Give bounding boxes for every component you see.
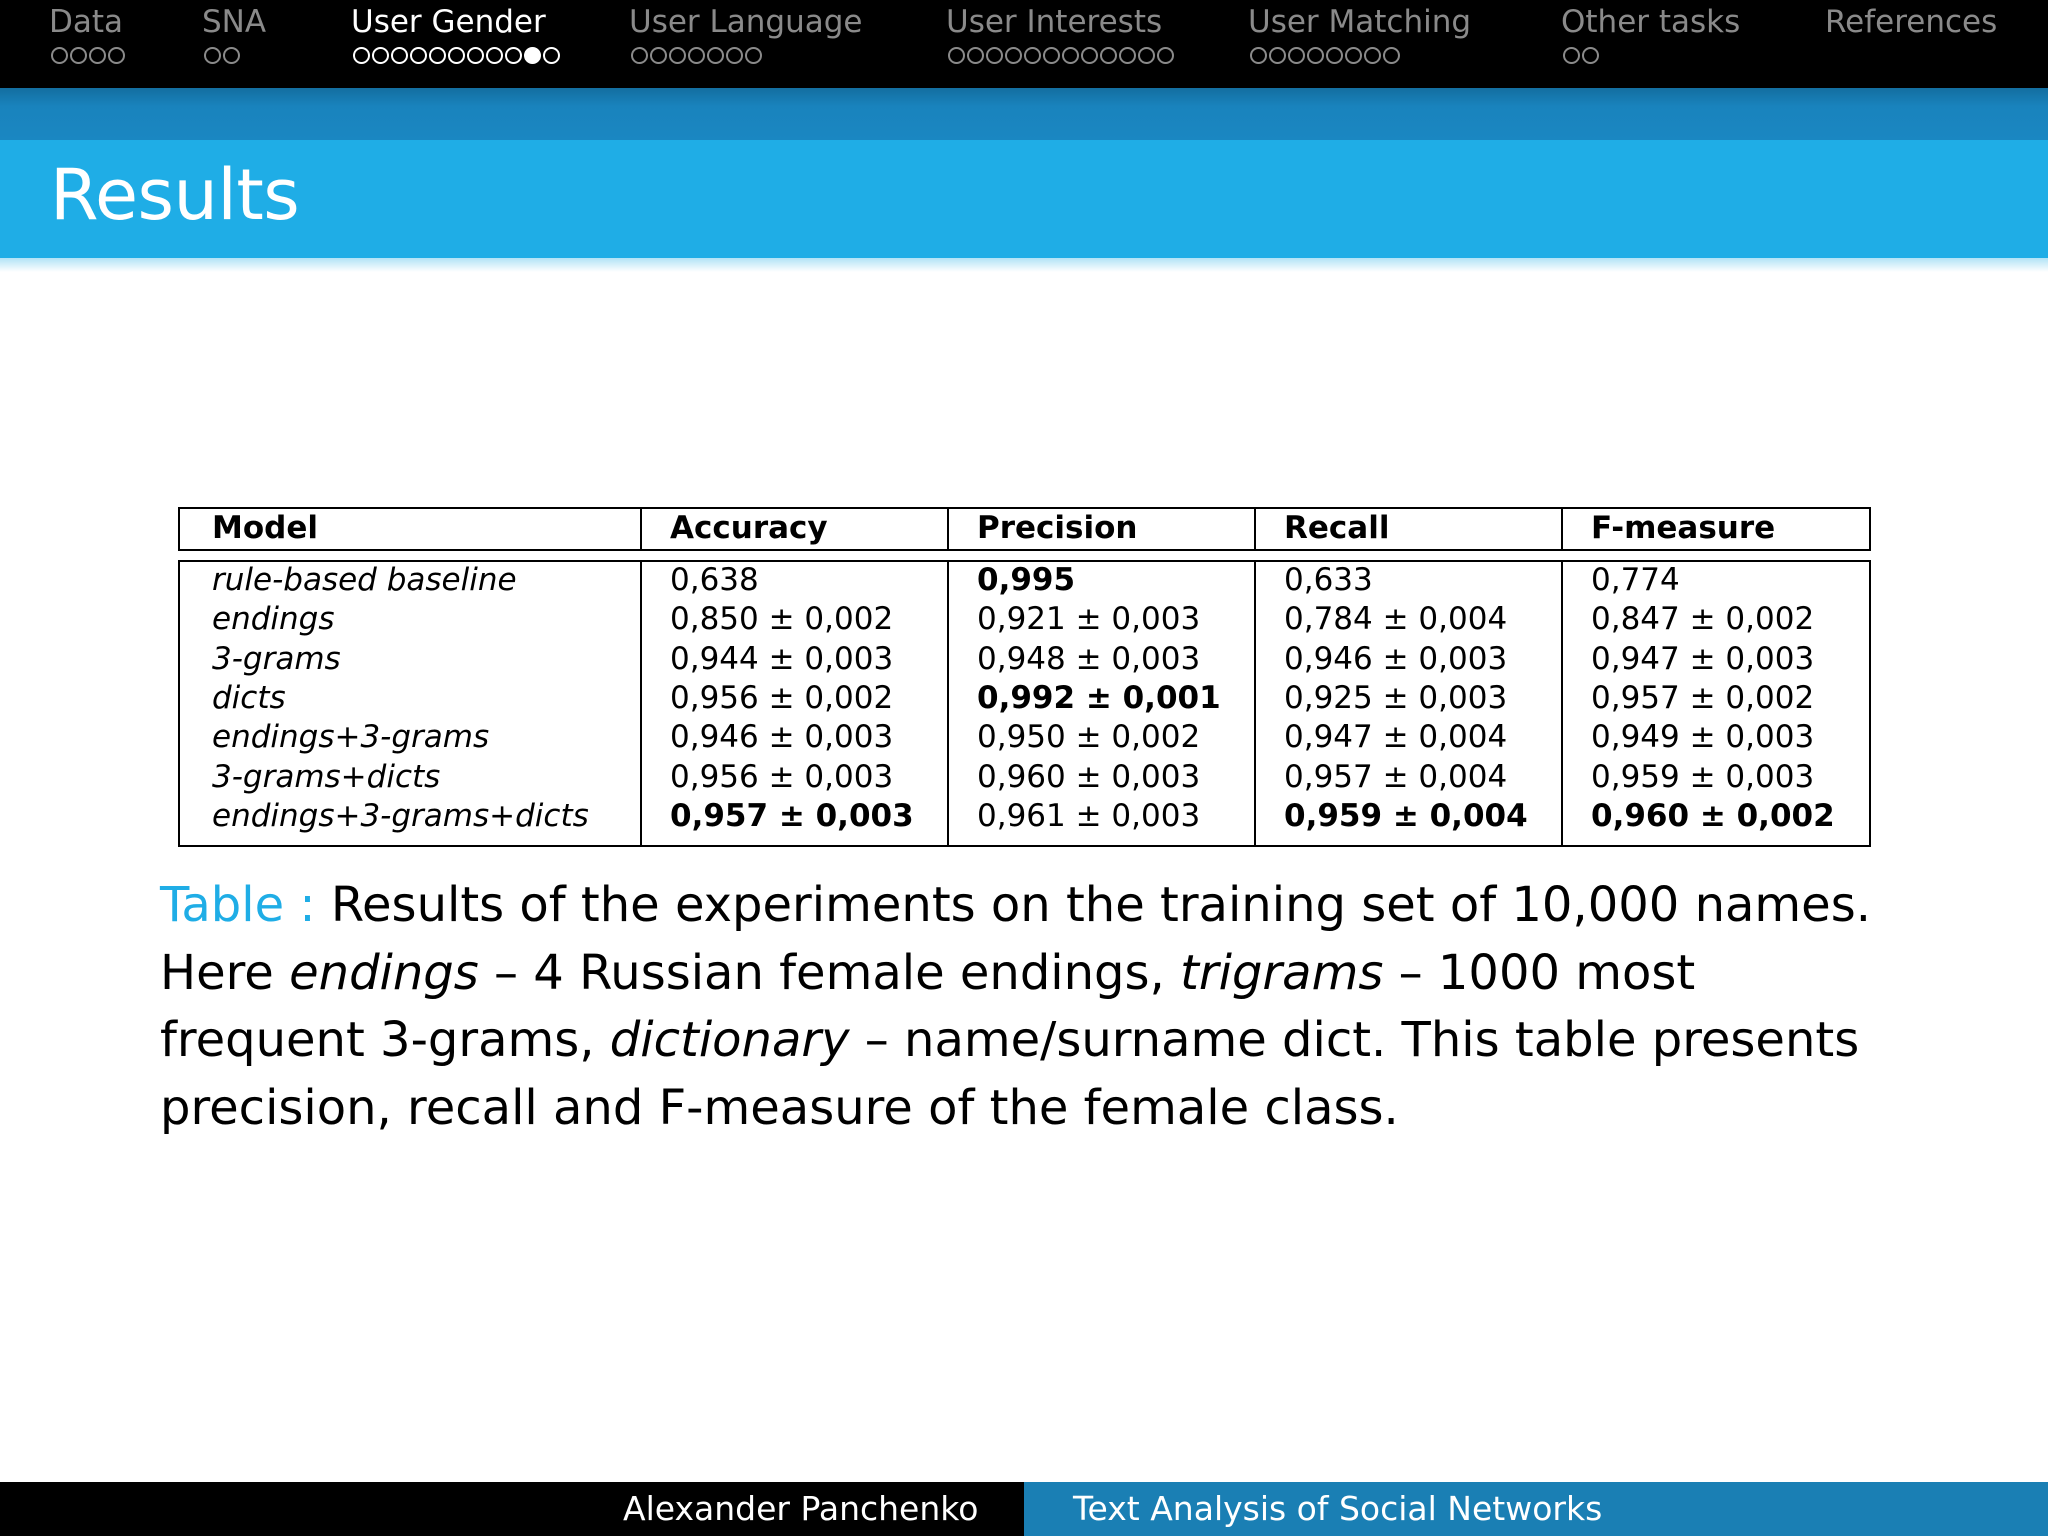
nav-section-other-tasks[interactable] xyxy=(1561,2,1740,68)
nav-frame-dot[interactable] xyxy=(1024,47,1041,64)
navigation-bar xyxy=(0,0,2048,88)
nav-section-title[interactable]: User Language xyxy=(629,4,863,40)
metric-value-cell: 0,957 ± 0,003 xyxy=(670,797,914,834)
nav-section-title[interactable]: SNA xyxy=(202,4,267,40)
nav-section-title[interactable]: User Interests xyxy=(946,4,1163,40)
metric-value-cell: 0,921 ± 0,003 xyxy=(977,601,1201,638)
column-divider xyxy=(1254,507,1256,551)
frame-title: Results xyxy=(50,154,300,236)
nav-frame-dot[interactable] xyxy=(650,47,667,64)
metric-value-cell: 0,847 ± 0,002 xyxy=(1591,601,1815,638)
model-name-cell: 3-grams+dicts xyxy=(212,758,441,795)
nav-frame-dot[interactable] xyxy=(726,47,743,64)
nav-dots xyxy=(1825,42,1997,68)
footer-talk-title: Text Analysis of Social Networks xyxy=(1073,1489,1603,1528)
title-band-shadow xyxy=(0,258,2048,272)
nav-frame-dot[interactable] xyxy=(1157,47,1174,64)
metric-value-cell: 0,957 ± 0,002 xyxy=(1591,679,1815,716)
table-header-cell: Accuracy xyxy=(670,510,828,546)
nav-frame-dot[interactable] xyxy=(89,47,106,64)
caption-term: endings xyxy=(289,944,479,1001)
metric-value-cell: 0,956 ± 0,003 xyxy=(670,758,894,795)
metric-value-cell: 0,960 ± 0,003 xyxy=(977,758,1201,795)
model-name-cell: 3-grams xyxy=(212,640,341,677)
nav-frame-dot[interactable] xyxy=(410,47,427,64)
title-band xyxy=(0,140,2048,258)
metric-value-cell: 0,944 ± 0,003 xyxy=(670,640,894,677)
nav-frame-dot[interactable] xyxy=(1250,47,1267,64)
metric-value-cell: 0,956 ± 0,002 xyxy=(670,679,894,716)
nav-frame-dot[interactable] xyxy=(51,47,68,64)
nav-dots xyxy=(202,42,266,68)
nav-dots xyxy=(629,42,863,68)
caption-text: – name/surname dict. This table presents precision, recall and F-measure of the female class. xyxy=(160,1012,1860,1136)
nav-frame-dot[interactable] xyxy=(967,47,984,64)
metric-value-cell: 0,947 ± 0,004 xyxy=(1284,719,1508,756)
table-caption xyxy=(160,872,1900,1142)
nav-dots xyxy=(351,42,562,68)
metric-value-cell: 0,784 ± 0,004 xyxy=(1284,601,1508,638)
column-divider xyxy=(1561,560,1563,847)
metric-value-cell: 0,946 ± 0,003 xyxy=(1284,640,1508,677)
nav-frame-dot[interactable] xyxy=(1307,47,1324,64)
nav-frame-dot[interactable] xyxy=(108,47,125,64)
nav-frame-dot[interactable] xyxy=(391,47,408,64)
nav-frame-dot[interactable] xyxy=(467,47,484,64)
metric-value-cell: 0,992 ± 0,001 xyxy=(977,679,1221,716)
model-name-cell: endings+3-grams xyxy=(212,719,490,756)
column-divider xyxy=(947,560,949,847)
nav-frame-dot[interactable] xyxy=(1345,47,1362,64)
nav-section-title[interactable]: Data xyxy=(49,4,124,40)
metric-value-cell: 0,946 ± 0,003 xyxy=(670,719,894,756)
nav-frame-dot[interactable] xyxy=(688,47,705,64)
nav-frame-dot[interactable] xyxy=(1326,47,1343,64)
table-header-cell: Precision xyxy=(977,510,1138,546)
nav-frame-dot[interactable] xyxy=(745,47,762,64)
metric-value-cell: 0,949 ± 0,003 xyxy=(1591,719,1815,756)
nav-frame-dot[interactable] xyxy=(1100,47,1117,64)
nav-frame-dot[interactable] xyxy=(1582,47,1599,64)
nav-section-user-language[interactable] xyxy=(629,2,863,68)
nav-frame-dot[interactable] xyxy=(669,47,686,64)
nav-frame-dot[interactable] xyxy=(448,47,465,64)
nav-section-title[interactable]: References xyxy=(1825,4,1998,40)
nav-frame-dot[interactable] xyxy=(1288,47,1305,64)
model-name-cell: endings xyxy=(212,601,335,638)
column-divider xyxy=(640,507,642,551)
nav-dots xyxy=(946,42,1176,68)
metric-value-cell: 0,948 ± 0,003 xyxy=(977,640,1201,677)
nav-frame-dot[interactable] xyxy=(353,47,370,64)
nav-frame-dot[interactable] xyxy=(948,47,965,64)
nav-frame-dot[interactable] xyxy=(1119,47,1136,64)
table-header-cell: Model xyxy=(212,510,318,546)
column-divider xyxy=(947,507,949,551)
metric-value-cell: 0,638 xyxy=(670,562,759,598)
nav-frame-dot[interactable] xyxy=(1383,47,1400,64)
nav-frame-dot[interactable] xyxy=(1081,47,1098,64)
nav-section-references[interactable] xyxy=(1825,2,1997,68)
caption-text: – 4 Russian female endings, xyxy=(494,944,1165,1001)
nav-frame-dot[interactable] xyxy=(707,47,724,64)
metric-value-cell: 0,850 ± 0,002 xyxy=(670,601,894,638)
nav-frame-dot[interactable] xyxy=(1062,47,1079,64)
column-divider xyxy=(640,560,642,847)
caption-term: trigrams xyxy=(1180,944,1384,1001)
metric-value-cell: 0,959 ± 0,003 xyxy=(1591,758,1815,795)
caption-label: Table : xyxy=(160,877,316,933)
column-divider xyxy=(1561,507,1563,551)
metric-value-cell: 0,957 ± 0,004 xyxy=(1284,758,1508,795)
nav-section-user-gender[interactable] xyxy=(351,2,562,68)
nav-frame-dot[interactable] xyxy=(486,47,503,64)
caption-text: Results of the experiments on the training set of 10,000 names. Here xyxy=(160,877,1871,1001)
metric-value-cell: 0,633 xyxy=(1284,562,1373,598)
footer-author: Alexander Panchenko xyxy=(623,1489,979,1528)
nav-section-title[interactable]: User Matching xyxy=(1248,4,1472,40)
nav-frame-dot[interactable] xyxy=(505,47,522,64)
nav-frame-dot[interactable] xyxy=(986,47,1003,64)
column-divider xyxy=(1254,560,1256,847)
nav-dots xyxy=(49,42,127,68)
nav-frame-dot[interactable] xyxy=(1364,47,1381,64)
nav-frame-dot[interactable] xyxy=(631,47,648,64)
nav-frame-dot[interactable] xyxy=(429,47,446,64)
table-header-cell: F-measure xyxy=(1591,510,1776,546)
nav-frame-dot[interactable] xyxy=(1563,47,1580,64)
table-header-cell: Recall xyxy=(1284,510,1390,546)
nav-frame-dot[interactable] xyxy=(372,47,389,64)
metric-value-cell: 0,995 xyxy=(977,562,1076,598)
metric-value-cell: 0,774 xyxy=(1591,562,1680,598)
nav-frame-dot[interactable] xyxy=(1043,47,1060,64)
nav-frame-dot[interactable] xyxy=(1138,47,1155,64)
caption-term: dictionary xyxy=(609,1012,850,1068)
nav-dots xyxy=(1561,42,1740,68)
metric-value-cell: 0,947 ± 0,003 xyxy=(1591,640,1815,677)
nav-frame-dot[interactable] xyxy=(204,47,221,64)
model-name-cell: dicts xyxy=(212,679,286,716)
nav-frame-dot[interactable] xyxy=(1269,47,1286,64)
metric-value-cell: 0,961 ± 0,003 xyxy=(977,797,1201,834)
nav-frame-dot[interactable] xyxy=(70,47,87,64)
model-name-cell: endings+3-grams+dicts xyxy=(212,797,589,834)
nav-frame-dot[interactable] xyxy=(223,47,240,64)
metric-value-cell: 0,959 ± 0,004 xyxy=(1284,797,1528,834)
nav-frame-dot[interactable] xyxy=(1005,47,1022,64)
nav-section-title[interactable]: User Gender xyxy=(351,4,546,40)
nav-section-title[interactable]: Other tasks xyxy=(1561,4,1741,40)
metric-value-cell: 0,925 ± 0,003 xyxy=(1284,679,1508,716)
nav-section-sna[interactable] xyxy=(202,2,266,68)
nav-frame-dot[interactable] xyxy=(524,47,541,64)
header-band xyxy=(0,88,2048,140)
nav-dots xyxy=(1248,42,1471,68)
caption-text: – 1000 most frequent 3-grams, xyxy=(160,944,1696,1068)
nav-section-user-interests[interactable] xyxy=(946,2,1176,68)
nav-frame-dot[interactable] xyxy=(543,47,560,64)
metric-value-cell: 0,960 ± 0,002 xyxy=(1591,797,1835,834)
model-name-cell: rule-based baseline xyxy=(212,562,517,598)
nav-section-data[interactable] xyxy=(49,2,127,68)
metric-value-cell: 0,950 ± 0,002 xyxy=(977,719,1201,756)
nav-section-user-matching[interactable] xyxy=(1248,2,1471,68)
